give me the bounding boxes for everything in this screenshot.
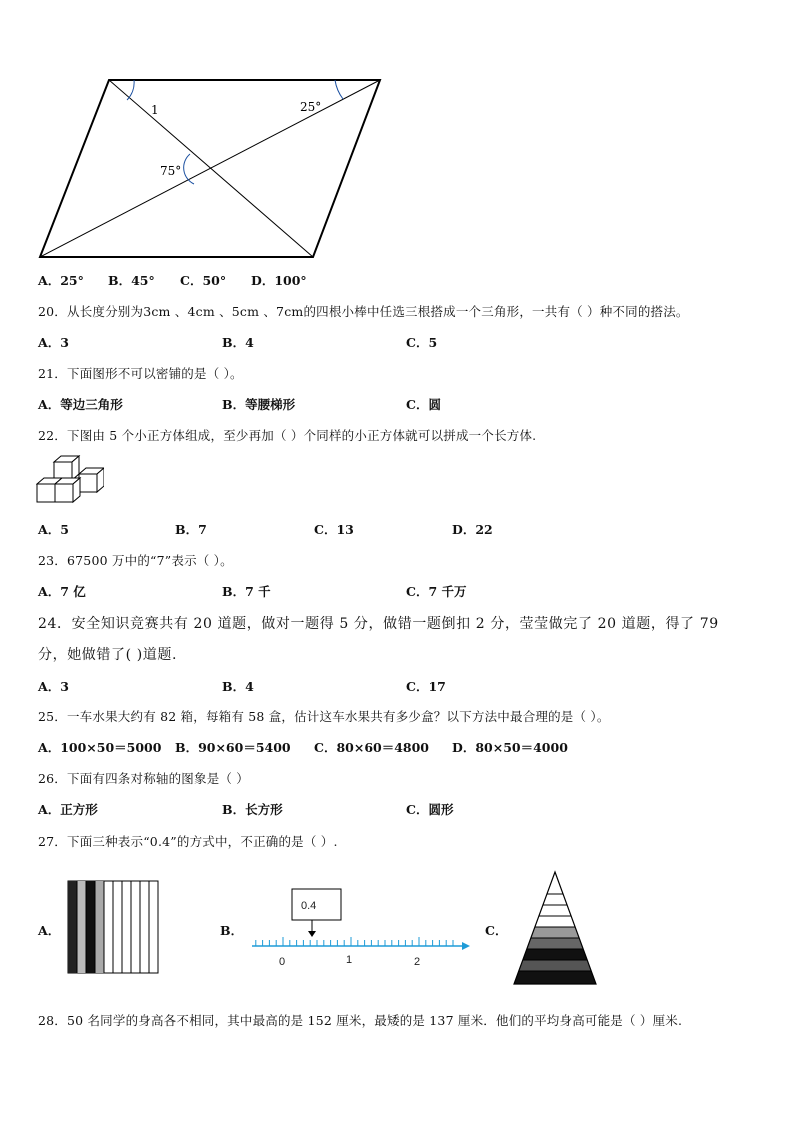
arrow-down-icon [308, 931, 316, 937]
cubes-figure [36, 455, 104, 509]
q25-option-a[interactable]: A．100×50＝5000 [38, 740, 162, 755]
q19-option-b[interactable]: B．45° [108, 273, 155, 288]
q24-stem-line1: 24．安全知识竞赛共有 20 道题，做对一题得 5 分，做错一题倒扣 2 分，莹莹做完了 20 道题，得了 79 [38, 616, 719, 632]
q22-option-a[interactable]: A．5 [38, 522, 69, 537]
q25-option-d[interactable]: D．80×50＝4000 [452, 740, 568, 755]
q21-option-a[interactable]: A．等边三角形 [38, 397, 123, 412]
q21-option-b[interactable]: B．等腰梯形 [222, 397, 296, 412]
q23-option-b[interactable]: B．7 千 [222, 584, 271, 599]
q28-stem: 28．50 名同学的身高各不相同，其中最高的是 152 厘米，最矮的是 137 厘米．他们的平均身高可能是（ ）厘米. [38, 1013, 683, 1028]
q23-option-a[interactable]: A．7 亿 [38, 584, 86, 599]
axis-tick-label-1: 1 [346, 954, 353, 966]
parallelogram-figure [30, 70, 400, 270]
axis-tick-label-2: 2 [414, 956, 421, 968]
axis-tick-label-0: 0 [279, 956, 286, 968]
q26-stem: 26．下面有四条对称轴的图象是（ ） [38, 771, 249, 786]
q20-option-b[interactable]: B．4 [222, 335, 254, 350]
q26-option-c[interactable]: C．圆形 [406, 802, 454, 817]
q27-label-c[interactable]: C． [485, 923, 508, 938]
axis-arrow-icon [462, 942, 470, 950]
number-line-figure [248, 885, 474, 970]
angle-label-1: 1 [151, 103, 159, 117]
q19-option-d[interactable]: D．100° [251, 273, 307, 288]
q25-stem: 25．一车水果大约有 82 箱，每箱有 58 盒，估计这车水果共有多少盒？以下方法中最合理的是（ ）。 [38, 709, 610, 724]
q21-stem: 21．下面图形不可以密铺的是（ ）。 [38, 366, 243, 381]
q21-option-c[interactable]: C．圆 [406, 397, 441, 412]
q19-option-c[interactable]: C．50° [180, 273, 227, 288]
value-box-text: 0.4 [301, 900, 317, 912]
q22-stem: 22．下图由 5 个小正方体组成，至少再加（ ）个同样的小正方体就可以拼成一个长方体. [38, 428, 537, 443]
diagonal-2 [40, 80, 380, 257]
value-box [292, 889, 341, 920]
q20-option-a[interactable]: A．3 [38, 335, 69, 350]
q22-option-d[interactable]: D．22 [452, 522, 493, 537]
q25-option-b[interactable]: B．90×60＝5400 [175, 740, 291, 755]
q27-stem: 27．下面三种表示“0.4”的方式中，不正确的是（ ）. [38, 834, 338, 849]
q20-stem: 20．从长度分别为3cm 、4cm 、5cm 、7cm的四根小棒中任选三根搭成一个三角形，一共有（ ）种不同的搭法。 [38, 304, 689, 319]
q24-option-c[interactable]: C．17 [406, 679, 446, 694]
angle-label-75: 75° [160, 164, 182, 178]
q26-option-a[interactable]: A．正方形 [38, 802, 98, 817]
striped-triangle-figure [512, 870, 598, 986]
q22-option-c[interactable]: C．13 [314, 522, 354, 537]
q22-option-b[interactable]: B．7 [175, 522, 207, 537]
striped-rectangle-figure [67, 880, 159, 974]
q19-option-a[interactable]: A．25° [38, 273, 84, 288]
q27-label-b[interactable]: B． [220, 923, 244, 938]
angle-arc-25 [335, 80, 343, 99]
q27-label-a[interactable]: A． [38, 923, 61, 938]
q24-option-a[interactable]: A．3 [38, 679, 69, 694]
angle-label-25: 25° [300, 100, 322, 114]
q24-stem-line2: 分，她做错了( )道题. [38, 647, 178, 663]
q23-option-c[interactable]: C．7 千万 [406, 584, 467, 599]
q25-option-c[interactable]: C．80×60＝4800 [314, 740, 430, 755]
q20-option-c[interactable]: C．5 [406, 335, 438, 350]
q23-stem: 23．67500 万中的“7”表示（ ）。 [38, 553, 233, 568]
q24-option-b[interactable]: B．4 [222, 679, 254, 694]
q26-option-b[interactable]: B．长方形 [222, 802, 283, 817]
